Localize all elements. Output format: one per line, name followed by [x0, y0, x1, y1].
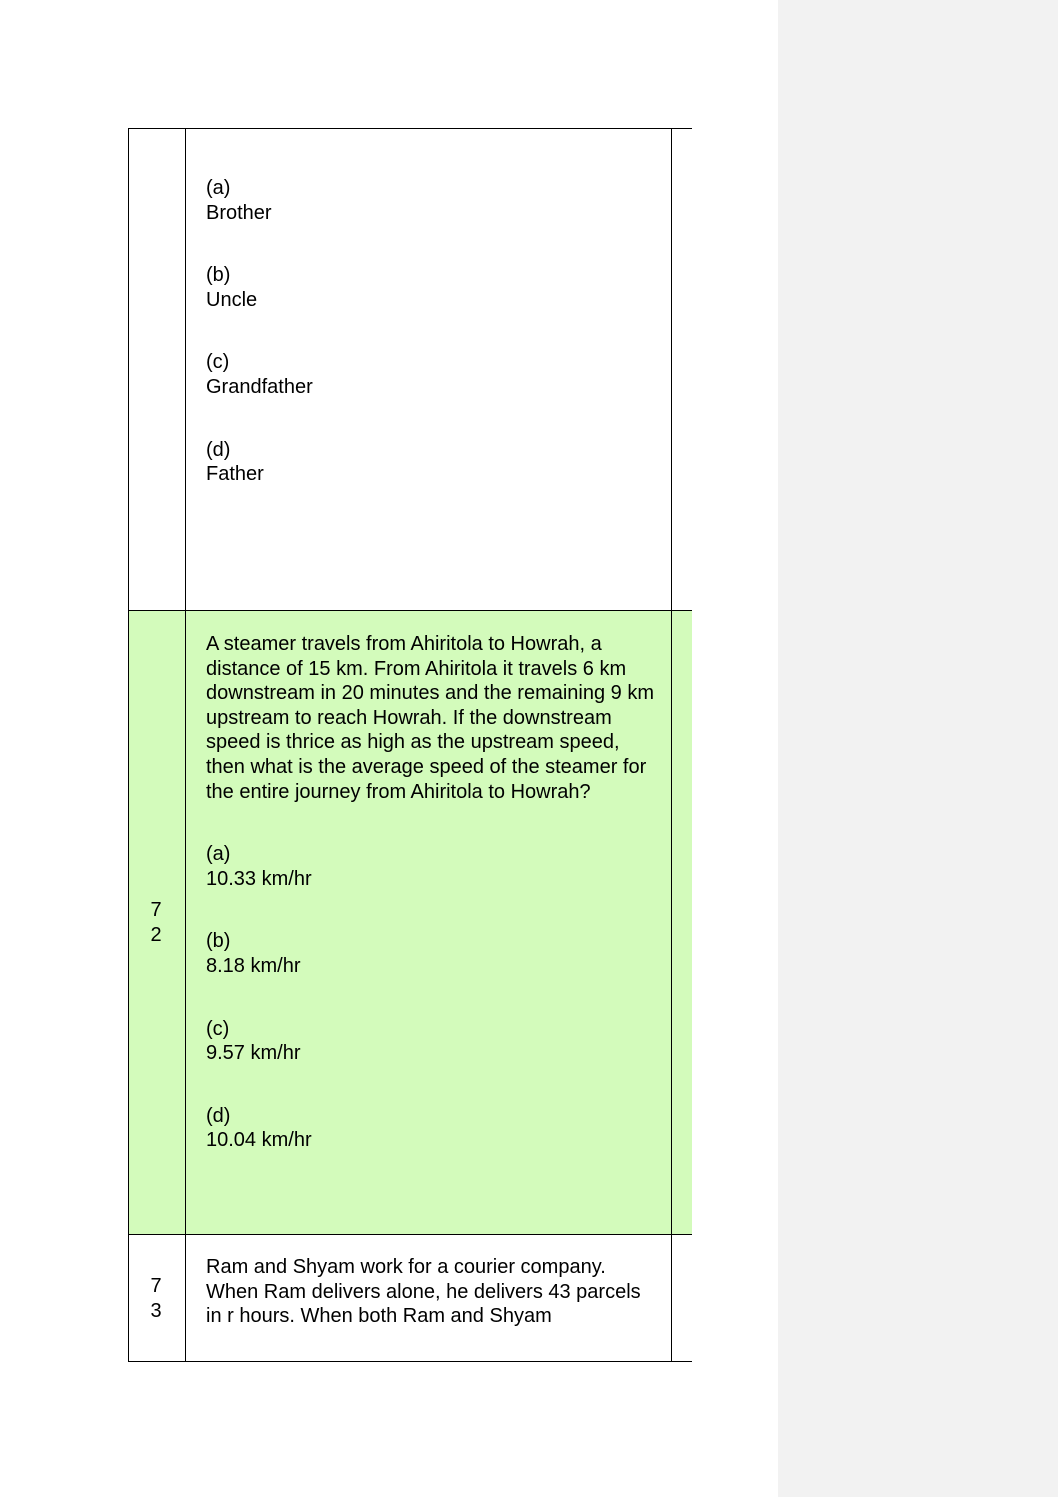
option-label: (a) [206, 177, 231, 199]
row-col-divider [185, 1234, 186, 1362]
option-value: Brother [206, 201, 272, 224]
row-left-border [128, 128, 129, 611]
question-content [206, 632, 656, 1191]
option-label: (d) [206, 438, 231, 461]
row-right-border [671, 610, 672, 1234]
row-right-border [671, 128, 672, 611]
option-d [206, 1104, 656, 1153]
question-number [128, 898, 184, 948]
table-row-73 [128, 1234, 692, 1362]
row-top-border [128, 128, 672, 129]
option-value: 9.57 km/hr [206, 1042, 301, 1065]
option-value: 10.04 km/hr [206, 1129, 312, 1152]
row-right-notch [671, 128, 672, 150]
option-a [206, 176, 656, 225]
question-text: Ram and Shyam work for a courier company. When Ram delivers alone, he delivers 43 parcels in r hours. When both Ram and Shyam [206, 1256, 641, 1328]
option-value: Grandfather [206, 375, 313, 398]
row-right-border [671, 1234, 672, 1362]
option-label: (b) [206, 264, 231, 287]
option-value: 8.18 km/hr [206, 954, 301, 977]
option-a [206, 842, 656, 891]
question-number-digit: 2 [150, 924, 162, 946]
question-number-digit: 7 [150, 899, 162, 921]
option-b [206, 263, 656, 312]
row-top-border-ext [672, 128, 692, 129]
option-b [206, 929, 656, 978]
option-value: 10.33 km/hr [206, 867, 312, 890]
options-list [206, 176, 656, 525]
row-bottom-border [128, 1361, 692, 1362]
option-label: (a) [206, 843, 231, 866]
row-top-border [128, 1234, 692, 1235]
option-label: (b) [206, 930, 231, 953]
option-c [206, 1017, 656, 1066]
option-label: (c) [206, 351, 230, 374]
option-value: Uncle [206, 288, 258, 311]
row-col-divider [185, 128, 186, 611]
option-d [206, 438, 656, 487]
table-row-72 [128, 610, 692, 1234]
option-label: (c) [206, 1017, 230, 1040]
question-content [206, 1255, 656, 1329]
option-label: (d) [206, 1104, 231, 1127]
option-value: Father [206, 463, 264, 486]
table-row-prev [128, 128, 692, 611]
row-col-divider [185, 610, 186, 1234]
row-top-border [128, 610, 692, 611]
question-number [128, 1274, 184, 1324]
question-text: A steamer travels from Ahiritola to Howrah, a distance of 15 km. From Ahiritola it travels 6 km downstream in 20 minutes and the remaining 9 km upstream to reach Howrah. If the downstream speed is thrice as high as the upstream speed, then what is the average speed of the steamer for the entire journey from Ahiritola to Howrah? [206, 633, 655, 803]
side-panel [778, 0, 1058, 1497]
option-c [206, 350, 656, 399]
question-number-digit: 7 [150, 1275, 162, 1297]
question-number-digit: 3 [150, 1300, 162, 1322]
